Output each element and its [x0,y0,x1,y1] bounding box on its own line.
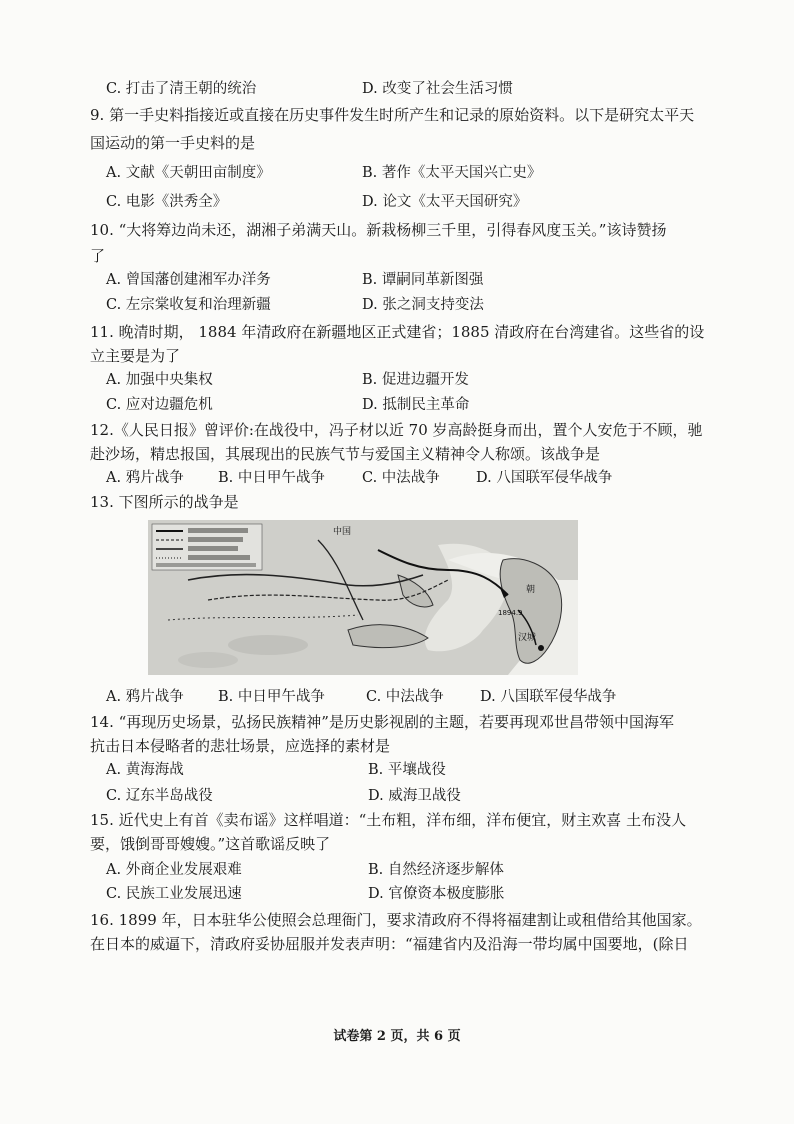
q11-option-c: C. 应对边疆危机 [106,397,213,413]
legend-text-blur-5 [156,563,256,567]
q12-option-a: A. 鸦片战争 [106,470,184,486]
q15-option-d: D. 官僚资本极度膨胀 [368,886,505,902]
q10-option-a: A. 曾国藩创建湘军办洋务 [106,272,271,288]
q9-stem-line2: 国运动的第一手史料的是 [90,134,256,152]
q11-option-d: D. 抵制民主革命 [362,397,470,413]
q8-option-d: D. 改变了社会生活习惯 [362,81,513,97]
q13-option-a: A. 鸦片战争 [106,689,184,705]
q10-option-d: D. 张之洞支持变法 [362,297,484,313]
q14-option-d: D. 威海卫战役 [368,788,461,804]
q15-stem-line1: 15. 近代史上有首《卖布谣》这样唱道：“土布粗，洋布细，洋布便宜，财主欢喜 土布没人 [90,811,687,829]
q16-stem-line2: 在日本的威逼下，清政府妥协屈服并发表声明：“福建省内及沿海一带均属中国要地，(除日 [90,935,689,953]
q12-option-d: D. 八国联军侵华战争 [476,470,613,486]
q13-option-d: D. 八国联军侵华战争 [480,689,617,705]
q13-stem: 13. 下图所示的战争是 [90,493,239,511]
map-texture-1 [228,635,308,655]
q10-stem-line1: 10. “大将筹边尚未还，湖湘子弟满天山。新栽杨柳三千里，引得春风度玉关。”该诗赞扬 [90,221,667,239]
q14-option-b: B. 平壤战役 [368,762,446,778]
q10-option-b: B. 谭嗣同革新图强 [362,272,484,288]
q12-stem-line2: 赴沙场，精忠报国，其展现出的民族气节与爱国主义精神令人称颂。该战争是 [90,445,601,463]
q14-option-a: A. 黄海海战 [106,762,184,778]
q12-option-c: C. 中法战争 [362,470,440,486]
legend-text-blur-2 [188,537,243,542]
q14-stem-line1: 14. “再现历史场景，弘扬民族精神”是历史影视剧的主题，若要再现邓世昌带领中国海军 [90,713,674,731]
q11-stem-line1: 11. 晚清时期， 1884 年清政府在新疆地区正式建省；1885 清政府在台湾建省。这些省的设 [90,323,705,341]
q8-option-c: C. 打击了清王朝的统治 [106,81,257,97]
q12-stem-line1: 12.《人民日报》曾评价:在战役中，冯子材以近 70 岁高龄挺身而出，置个人安危于不顾，驰 [90,421,703,439]
q13-option-c: C. 中法战争 [366,689,444,705]
legend-text-blur-1 [188,528,248,533]
map-label-seoul: 汉城 [518,633,537,643]
q9-option-c: C. 电影《洪秀全》 [106,194,228,210]
war-map [148,520,578,675]
q13-option-b: B. 中日甲午战争 [218,689,325,705]
q9-option-a: A. 文献《天朝田亩制度》 [106,165,271,181]
q14-stem-line2: 抗击日本侵略者的悲壮场景，应选择的素材是 [90,737,391,755]
q15-stem-line2: 要，饿倒哥哥嫂嫂。”这首歌谣反映了 [90,835,331,853]
legend-text-blur-3 [188,546,238,551]
q9-option-d: D. 论文《太平天国研究》 [362,194,528,210]
q12-option-b: B. 中日甲午战争 [218,470,325,486]
map-texture-2 [178,652,238,668]
q15-option-a: A. 外商企业发展艰难 [106,862,242,878]
q11-option-a: A. 加强中央集权 [106,372,213,388]
q10-option-c: C. 左宗棠收复和治理新疆 [106,297,271,313]
q16-stem-line1: 16. 1899 年，日本驻华公使照会总理衙门，要求清政府不得将福建割让或租借给其他国家。 [90,911,702,929]
q11-option-b: B. 促进边疆开发 [362,372,469,388]
war-map-image [148,520,578,675]
map-city-marker [538,645,544,651]
map-label-korea: 朝 [526,585,536,595]
q15-option-c: C. 民族工业发展迅速 [106,886,242,902]
q14-option-c: C. 辽东半岛战役 [106,788,213,804]
q15-option-b: B. 自然经济逐步解体 [368,862,504,878]
q10-stem-line2: 了 [90,247,106,265]
q9-stem-line1: 9. 第一手史料指接近或直接在历史事件发生时所产生和记录的原始资料。以下是研究太平天 [90,106,695,124]
legend-text-blur-4 [188,555,250,560]
map-label-date: 1894.9 [498,609,523,617]
map-label-china: 中国 [333,527,352,537]
q11-stem-line2: 立主要是为了 [90,347,181,365]
q9-option-b: B. 著作《太平天国兴亡史》 [362,165,542,181]
page-footer: 试卷第 2 页，共 6 页 [333,1029,461,1044]
